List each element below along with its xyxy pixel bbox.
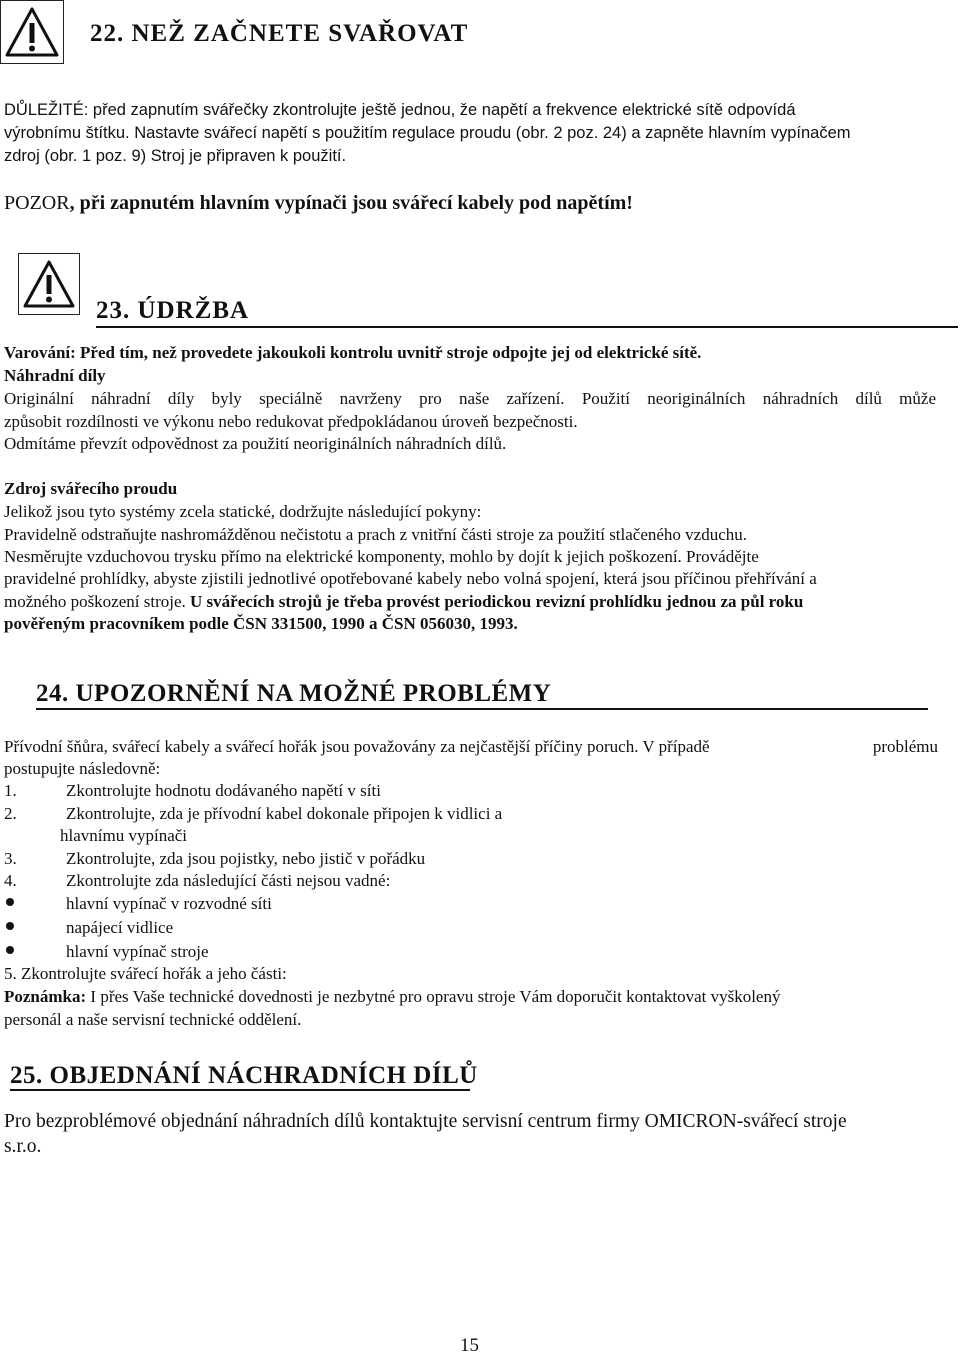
power-source-line-5-plain: možného poškození stroje. — [4, 592, 186, 611]
bullet-item: hlavní vypínač stroje — [66, 942, 209, 961]
note-line-2: personál a naše servisní technické oddělení. — [4, 1010, 302, 1029]
spare-parts-line-2: způsobit rozdílnosti ve výkonu nebo redukovat předpokládanou úroveň bezpečnosti. — [4, 412, 578, 431]
power-source-line-5-bold: U svářecích strojů je třeba provést periodickou revizní prohlídku jednou za půl roku — [185, 592, 804, 611]
spare-parts-title: Náhradní díly — [4, 366, 106, 385]
troubleshoot-intro-a: Přívodní šňůra, svářecí kabely a svářecí hořák jsou považovány za nejčastější příčiny poruch. V případě — [4, 737, 710, 756]
ordering-line-2: s.r.o. — [4, 1136, 42, 1157]
bullet-item: napájecí vidlice — [66, 918, 174, 937]
section-23-heading: 23. ÚDRŽBA — [96, 297, 250, 324]
pozor-rest: , při zapnutém hlavním vypínači jsou svářecí kabely pod napětím! — [69, 192, 633, 214]
step-5: 5. Zkontrolujte svářecí hořák a jeho části: — [4, 964, 287, 983]
step-number: 4. — [4, 871, 17, 890]
troubleshoot-intro-b: problému — [872, 737, 938, 756]
spare-parts-line-3: Odmítáme převzít odpovědnost za použití neoriginálních náhradních dílů. — [4, 434, 507, 453]
pozor-word: POZOR — [4, 192, 70, 214]
spare-parts-line-1: Originální náhradní díly byly speciálně navrženy pro naše zařízení. Použití neoriginálních náhradních dílů může — [4, 389, 936, 408]
important-line-3: zdroj (obr. 1 poz. 9) Stroj je připraven k použití. — [4, 147, 347, 165]
ordering-line-1: Pro bezproblémové objednání náhradních dílů kontaktujte servisní centrum firmy OMICRON-svářecí stroje — [4, 1111, 847, 1132]
bullet-icon — [6, 946, 14, 954]
bullet-icon — [6, 898, 14, 906]
power-source-line-6: pověřeným pracovníkem podle ČSN 331500, 1990 a ČSN 056030, 1993. — [4, 614, 518, 633]
power-source-title: Zdroj svářecího proudu — [4, 479, 178, 498]
section-22-heading: 22. NEŽ ZAČNETE SVAŘOVAT — [90, 20, 469, 47]
page-number: 15 — [460, 1335, 479, 1356]
bullet-icon — [6, 922, 14, 930]
bullet-item: hlavní vypínač v rozvodné síti — [66, 894, 272, 913]
warning-icon — [18, 253, 80, 315]
important-line-2: výrobnímu štítku. Nastavte svářecí napětí s použitím regulace proudu (obr. 2 poz. 24) a zapněte hlavním vypínačem — [4, 124, 851, 142]
step-text: Zkontrolujte zda následující části nejsou vadné: — [66, 871, 391, 890]
section-25-heading: 25. OBJEDNÁNÍ NÁCHRADNÍCH DÍLŮ — [10, 1062, 478, 1089]
step-text: Zkontrolujte, zda jsou pojistky, nebo jistič v pořádku — [66, 849, 426, 868]
troubleshoot-intro-line-2: postupujte následovně: — [4, 759, 161, 778]
warning-icon — [0, 0, 64, 64]
step-number: 2. — [4, 804, 17, 823]
pozor-warning — [4, 192, 633, 215]
section-25-rule — [10, 1089, 470, 1091]
power-source-line-4: pravidelné prohlídky, abyste zjistili jednotlivé opotřebované kabely nebo volná spojení, která jsou příčinou přehřívání a — [4, 569, 817, 588]
step-text: Zkontrolujte hodnotu dodávaného napětí v síti — [66, 781, 381, 800]
important-rest: : před zapnutím svářečky zkontrolujte ještě jednou, že napětí a frekvence elektrické sítě odpovídá — [83, 101, 796, 119]
step-number: 1. — [4, 781, 17, 800]
power-source-line-5 — [4, 590, 803, 613]
power-source-line-2: Pravidelně odstraňujte nashromážděnou nečistotu a prach z vnitřní části stroje za použití stlačeného vzduchu. — [4, 525, 748, 544]
step-number: 3. — [4, 849, 17, 868]
note-line-1 — [4, 985, 780, 1008]
power-source-line-1: Jelikož jsou tyto systémy zcela statické, dodržujte následující pokyny: — [4, 502, 482, 521]
important-line-1 — [4, 99, 796, 122]
step-text: hlavnímu vypínači — [60, 826, 188, 845]
troubleshoot-intro-line-1 — [4, 735, 938, 758]
maintenance-warning: Varování: Před tím, než provedete jakoukoli kontrolu uvnitř stroje odpojte jej od elektrické sítě. — [4, 343, 702, 362]
note-text: I přes Vaše technické dovednosti je nezbytné pro opravu stroje Vám doporučit kontaktovat vyškolený — [86, 987, 781, 1006]
power-source-line-3: Nesměrujte vzduchovou trysku přímo na elektrické komponenty, mohlo by dojít k jejich poškození. Provádějte — [4, 547, 759, 566]
step-text: Zkontrolujte, zda je přívodní kabel dokonale připojen k vidlici a — [66, 804, 503, 823]
important-label: DŮLEŽITÉ — [4, 101, 84, 119]
section-24-rule — [36, 708, 928, 710]
section-23-rule — [96, 326, 958, 328]
section-24-heading: 24. UPOZORNĚNÍ NA MOŽNÉ PROBLÉMY — [36, 680, 552, 707]
note-label: Poznámka: — [4, 987, 87, 1006]
